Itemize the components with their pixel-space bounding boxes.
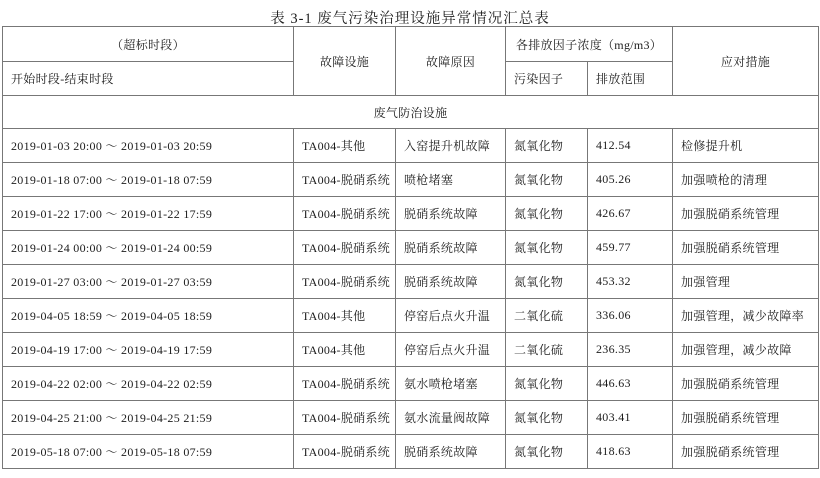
- table-row: [3, 367, 819, 401]
- table-row: [3, 435, 819, 469]
- summary-table: [2, 26, 819, 469]
- cell-pollutant: 氮氧化物: [506, 197, 588, 231]
- table-row: [3, 129, 819, 163]
- cell-measures: 加强管理，减少故障: [673, 333, 819, 367]
- cell-period: 2019-04-05 18:59 ～ 2019-04-05 18:59: [3, 299, 294, 333]
- cell-measures: 加强脱硝系统管理: [673, 401, 819, 435]
- cell-period: 2019-05-18 07:00 ～ 2019-05-18 07:59: [3, 435, 294, 469]
- cell-reason: 脱硝系统故障: [396, 231, 506, 265]
- cell-facility: TA004-脱硝系统: [294, 265, 396, 299]
- section-header-row: [3, 96, 819, 129]
- table-row: [3, 401, 819, 435]
- cell-pollutant: 氮氧化物: [506, 129, 588, 163]
- cell-value: 336.06: [588, 299, 673, 333]
- cell-facility: TA004-脱硝系统: [294, 163, 396, 197]
- cell-value: 403.41: [588, 401, 673, 435]
- cell-period: 2019-04-19 17:00 ～ 2019-04-19 17:59: [3, 333, 294, 367]
- cell-pollutant: 氮氧化物: [506, 231, 588, 265]
- table-row: [3, 333, 819, 367]
- cell-measures: 加强喷枪的清理: [673, 163, 819, 197]
- cell-pollutant: 二氧化硫: [506, 299, 588, 333]
- cell-facility: TA004-脱硝系统: [294, 367, 396, 401]
- cell-period: 2019-01-22 17:00 ～ 2019-01-22 17:59: [3, 197, 294, 231]
- cell-value: 446.63: [588, 367, 673, 401]
- section-header-label: 废气防治设施: [3, 96, 819, 129]
- cell-reason: 喷枪堵塞: [396, 163, 506, 197]
- cell-period: 2019-01-18 07:00 ～ 2019-01-18 07:59: [3, 163, 294, 197]
- cell-value: 412.54: [588, 129, 673, 163]
- cell-value: 405.26: [588, 163, 673, 197]
- cell-period: 2019-04-25 21:00 ～ 2019-04-25 21:59: [3, 401, 294, 435]
- header-facility: 故障设施: [294, 27, 396, 96]
- cell-facility: TA004-脱硝系统: [294, 231, 396, 265]
- table-row: [3, 163, 819, 197]
- cell-period: 2019-04-22 02:00 ～ 2019-04-22 02:59: [3, 367, 294, 401]
- cell-measures: 加强脱硝系统管理: [673, 197, 819, 231]
- header-reason: 故障原因: [396, 27, 506, 96]
- cell-facility: TA004-其他: [294, 299, 396, 333]
- cell-period: 2019-01-24 00:00 ～ 2019-01-24 00:59: [3, 231, 294, 265]
- cell-measures: 加强管理: [673, 265, 819, 299]
- header-period-group: （超标时段）: [3, 27, 294, 62]
- cell-measures: 加强脱硝系统管理: [673, 435, 819, 469]
- cell-reason: 氨水流量阀故障: [396, 401, 506, 435]
- cell-facility: TA004-脱硝系统: [294, 435, 396, 469]
- cell-value: 236.35: [588, 333, 673, 367]
- table-row: [3, 299, 819, 333]
- header-concentration-group: 各排放因子浓度（mg/m3）: [506, 27, 673, 62]
- cell-pollutant: 氮氧化物: [506, 435, 588, 469]
- cell-facility: TA004-脱硝系统: [294, 401, 396, 435]
- table-row: [3, 231, 819, 265]
- header-measures: 应对措施: [673, 27, 819, 96]
- cell-period: 2019-01-03 20:00 ～ 2019-01-03 20:59: [3, 129, 294, 163]
- table-row: [3, 197, 819, 231]
- cell-reason: 脱硝系统故障: [396, 435, 506, 469]
- cell-value: 459.77: [588, 231, 673, 265]
- header-pollutant: 污染因子: [506, 62, 588, 96]
- cell-reason: 脱硝系统故障: [396, 197, 506, 231]
- cell-reason: 氨水喷枪堵塞: [396, 367, 506, 401]
- cell-facility: TA004-其他: [294, 129, 396, 163]
- cell-facility: TA004-脱硝系统: [294, 197, 396, 231]
- cell-measures: 加强脱硝系统管理: [673, 231, 819, 265]
- cell-reason: 停窑后点火升温: [396, 299, 506, 333]
- cell-measures: 加强管理，减少故障率: [673, 299, 819, 333]
- cell-period: 2019-01-27 03:00 ～ 2019-01-27 03:59: [3, 265, 294, 299]
- cell-value: 453.32: [588, 265, 673, 299]
- table-title: 表 3-1 废气污染治理设施异常情况汇总表: [270, 11, 550, 27]
- cell-pollutant: 二氧化硫: [506, 333, 588, 367]
- cell-value: 426.67: [588, 197, 673, 231]
- cell-pollutant: 氮氧化物: [506, 401, 588, 435]
- cell-reason: 停窑后点火升温: [396, 333, 506, 367]
- table-row: [3, 265, 819, 299]
- cell-reason: 脱硝系统故障: [396, 265, 506, 299]
- cell-pollutant: 氮氧化物: [506, 367, 588, 401]
- header-period-sub: 开始时段-结束时段: [3, 62, 294, 96]
- cell-measures: 加强脱硝系统管理: [673, 367, 819, 401]
- cell-value: 418.63: [588, 435, 673, 469]
- cell-reason: 入窑提升机故障: [396, 129, 506, 163]
- cell-pollutant: 氮氧化物: [506, 265, 588, 299]
- header-range: 排放范围: [588, 62, 673, 96]
- cell-facility: TA004-其他: [294, 333, 396, 367]
- cell-measures: 检修提升机: [673, 129, 819, 163]
- cell-pollutant: 氮氧化物: [506, 163, 588, 197]
